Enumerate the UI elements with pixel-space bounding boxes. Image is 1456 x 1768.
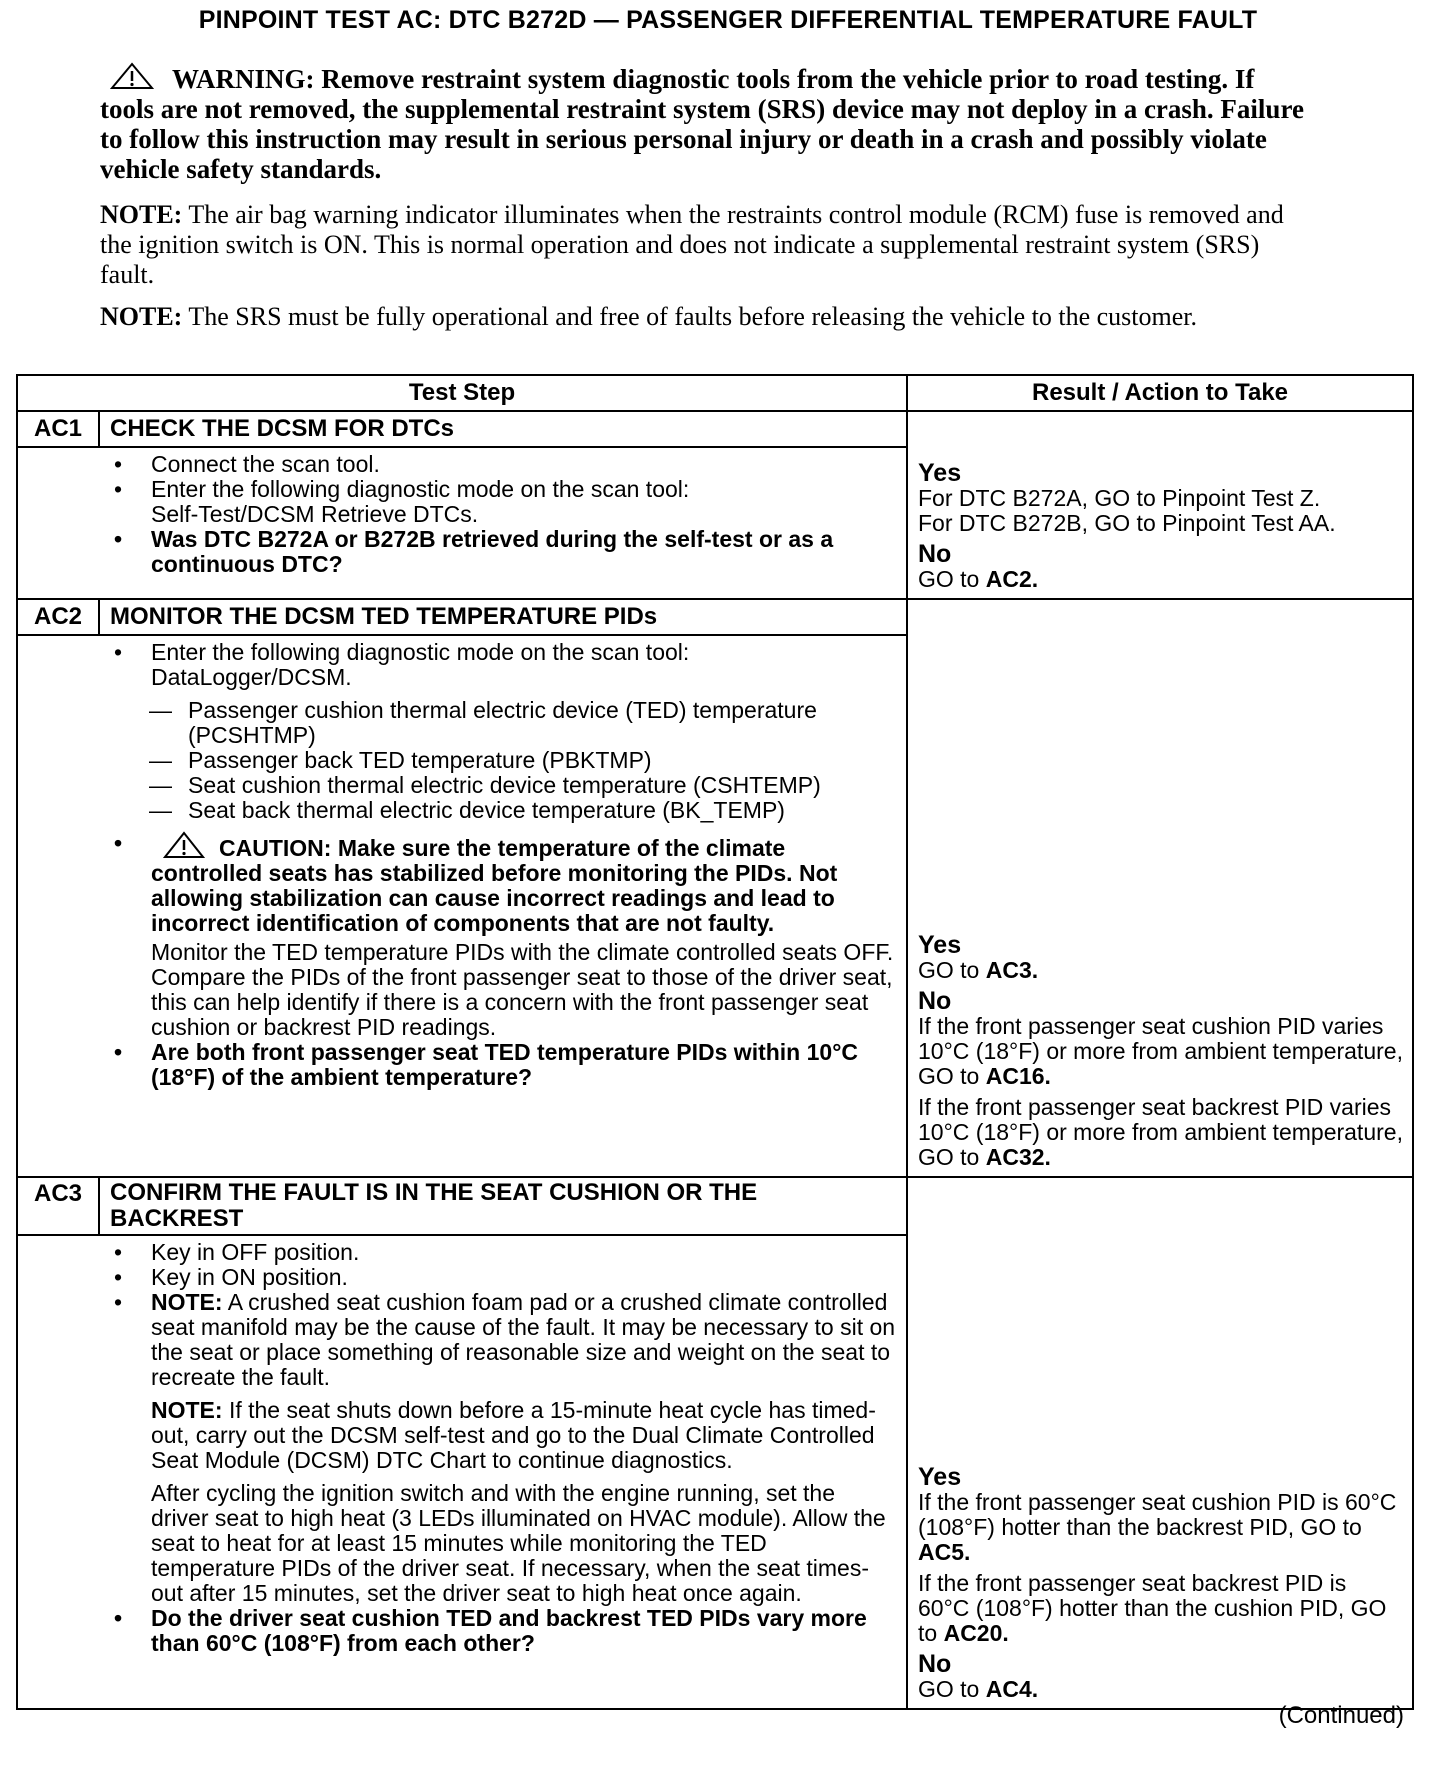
step-heading: CONFIRM THE FAULT IS IN THE SEAT CUSHION OR THE BACKREST: [99, 1177, 907, 1235]
pid-item: — Passenger back TED temperature (PBKTMP): [18, 748, 896, 773]
step-ac3-body: [17, 1235, 907, 1709]
result-para: If the front passenger seat backrest PID varies 10°C (18°F) or more from ambient temperature, GO to AC32.: [918, 1094, 1403, 1170]
no-label: No: [918, 987, 952, 1015]
list-item-text: After cycling the ignition switch and with the engine running, set the driver seat to high heat (3 LEDs illuminated on HVAC module). Allow the seat to heat for at least 15 minutes while monitoring the TED temperature PIDs of the driver seat. If necessary, when the seat times-out after 15 minutes, set the driver seat to high heat once again.: [151, 1480, 886, 1606]
warning-block: [100, 62, 1315, 184]
step-id: AC3: [17, 1177, 99, 1235]
pid-item: — Seat cushion thermal electric device temperature (CSHTEMP): [18, 773, 896, 798]
result-target: AC2.: [985, 566, 1039, 592]
result-para: If the front passenger seat cushion PID is 60°C (108°F) hotter than the backrest PID, GO to AC5.: [918, 1489, 1397, 1565]
list-item: • Was DTC B272A or B272B retrieved during the self-test or as a continuous DTC?: [18, 527, 896, 577]
step-id: AC2: [17, 599, 99, 635]
note-label: NOTE:: [100, 302, 183, 331]
yes-label: Yes: [918, 1463, 962, 1491]
step-ac1-header-row: [17, 411, 1413, 447]
pid-item: — Passenger cushion thermal electric device (TED) temperature (PCSHTMP): [18, 698, 896, 748]
yes-label: Yes: [918, 459, 962, 487]
no-label: No: [918, 1650, 952, 1678]
result-target: AC4.: [985, 1676, 1039, 1702]
step-ac3-header-row: [17, 1177, 1413, 1235]
result-para: If the front passenger seat backrest PID is 60°C (108°F) hotter than the cushion PID, GO to AC20.: [918, 1570, 1387, 1646]
warning-triangle-icon: [110, 62, 154, 90]
list-item: • Connect the scan tool.: [18, 452, 896, 477]
yes-label: Yes: [918, 931, 962, 959]
warning-text: Remove restraint system diagnostic tools from the vehicle prior to road testing. If tools are not removed, the supplemental restraint system (SRS) device may not deploy in a crash. Failure to follow this instruction may result in serious personal injury or death in a crash and possibly violate vehicle safety standards.: [100, 64, 1304, 184]
note-label: NOTE:: [100, 200, 183, 229]
step-ac2-header-row: [17, 599, 1413, 635]
pid-item: — Seat back thermal electric device temperature (BK_TEMP): [18, 798, 896, 823]
column-header-result: Result / Action to Take: [907, 375, 1413, 411]
result-go: GO to: [918, 957, 980, 983]
page-title: PINPOINT TEST AC: DTC B272D — PASSENGER DIFFERENTIAL TEMPERATURE FAULT: [198, 6, 1258, 34]
step-ac2-result: [907, 599, 1413, 1177]
step-ac3-result: [907, 1177, 1413, 1709]
step-heading: MONITOR THE DCSM TED TEMPERATURE PIDs: [99, 599, 907, 635]
list-item-text: NOTE: If the seat shuts down before a 15-minute heat cycle has timed-out, carry out the DCSM self-test and go to the Dual Climate Controlled Seat Module (DCSM) DTC Chart to continue diagnostics.: [151, 1397, 876, 1473]
caution-triangle-icon: [163, 831, 205, 859]
result-line: For DTC B272A, GO to Pinpoint Test Z.: [918, 485, 1321, 511]
step-heading: CHECK THE DCSM FOR DTCs: [99, 411, 907, 447]
list-item: • Key in OFF position.: [18, 1240, 896, 1265]
list-item: • Enter the following diagnostic mode on the scan tool: Self-Test/DCSM Retrieve DTCs.: [18, 477, 896, 527]
warning-label: WARNING:: [172, 64, 315, 94]
result-para: If the front passenger seat cushion PID varies 10°C (18°F) or more from ambient temperature, GO to AC16.: [918, 1013, 1403, 1089]
step-id: AC1: [17, 411, 99, 447]
note-2: [100, 302, 1315, 332]
pinpoint-test-table: [16, 374, 1414, 1710]
result-line: For DTC B272B, GO to Pinpoint Test AA.: [918, 510, 1336, 536]
continued-label: (Continued): [1278, 1702, 1404, 1729]
note-text: The SRS must be fully operational and free of faults before releasing the vehicle to the customer.: [188, 302, 1198, 331]
result-target: AC3.: [985, 957, 1039, 983]
list-item: • Enter the following diagnostic mode on the scan tool: DataLogger/DCSM.: [18, 640, 896, 690]
table-header-row: [17, 375, 1413, 411]
list-item: • Do the driver seat cushion TED and backrest TED PIDs vary more than 60°C (108°F) from each other?: [18, 1606, 896, 1656]
step-ac1-body: [17, 447, 907, 599]
list-item: • Key in ON position.: [18, 1265, 896, 1290]
list-item: • NOTE: A crushed seat cushion foam pad or a crushed climate controlled seat manifold may be the cause of the fault. It may be necessary to sit on the seat or place something of reasonable size and weight on the seat to recreate the fault.: [18, 1290, 896, 1390]
result-go: GO to: [918, 1676, 980, 1702]
note-text: The air bag warning indicator illuminates when the restraints control module (RCM) fuse is removed and the ignition switch is ON. This is normal operation and does not indicate a supplemental restraint system (SRS) fault.: [100, 200, 1284, 289]
list-item-text: Monitor the TED temperature PIDs with the climate controlled seats OFF. Compare the PIDs of the front passenger seat to those of the driver seat, this can help identify if there is a concern with the front passenger seat cushion or backrest PID readings.: [151, 939, 894, 1040]
column-header-test-step: Test Step: [17, 375, 907, 411]
step-ac2-body: [17, 635, 907, 1177]
step-ac1-result: [907, 411, 1413, 599]
pid-list: [18, 698, 896, 823]
list-item: • Are both front passenger seat TED temperature PIDs within 10°C (18°F) of the ambient temperature?: [18, 1040, 896, 1090]
result-go: GO to: [918, 566, 980, 592]
note-1: [100, 200, 1315, 290]
no-label: No: [918, 540, 952, 568]
list-item-caution: • CAUTION: Make sure the temperature of the climate controlled seats has stabilized before monitoring the PIDs. Not allowing stabilization can cause incorrect readings and lead to incorrect identification of components that are not faulty.: [18, 831, 896, 936]
